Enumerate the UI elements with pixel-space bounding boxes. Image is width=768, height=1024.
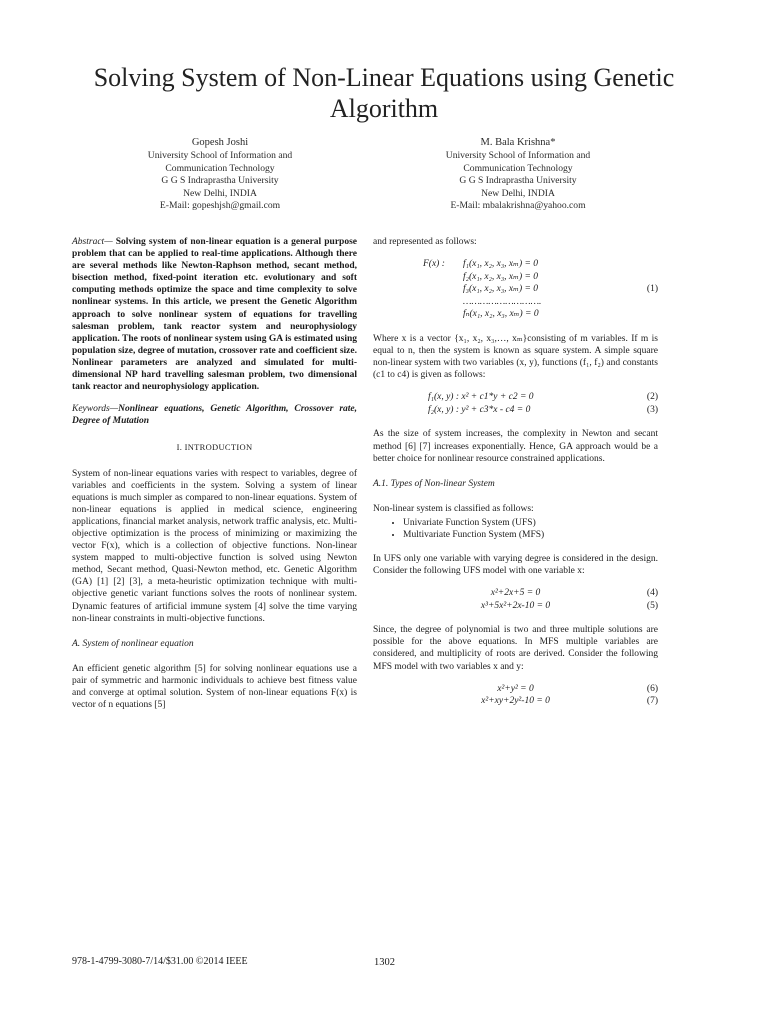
author-block-1 bbox=[95, 136, 345, 213]
right-column bbox=[373, 236, 658, 708]
author-name: M. Bala Krishna* bbox=[480, 137, 556, 148]
equation-number: (1) bbox=[646, 284, 658, 295]
left-column bbox=[72, 236, 357, 711]
author-affiliation: G G S Indraprastha University bbox=[459, 175, 577, 187]
body-paragraph: Non-linear system is classified as follows: bbox=[373, 503, 534, 514]
equation-text: f₁(x, y) : x² + c1*y + c2 = 0 bbox=[428, 392, 534, 403]
equation-system-1 bbox=[373, 258, 658, 321]
equation-text: f₂(x, y) : y² + c3*x - c4 = 0 bbox=[428, 404, 531, 415]
equation-2 bbox=[373, 391, 658, 404]
equation-4 bbox=[373, 587, 658, 600]
author-email: E-Mail: gopeshjsh@gmail.com bbox=[159, 200, 281, 212]
bullet-list bbox=[373, 517, 658, 541]
equation-3 bbox=[373, 404, 658, 417]
intro-paragraph: System of non-linear equations varies with respect to variables, degree of variables and coefficients in the system. Solving a system of linear equations is much simpler as compared to non-linear equations. System of non-linear equations is applied in medical science, engineering applications, financial market analysis, network traffic analysis, etc. Multi-objective optimization is the process of minimizing or maximizing the vector F(x), which is a collection of objective functions. Non-linear system mapped to multi-objective function is solved using Newton method, Secant method, Quasi-Newton method, etc. Genetic Algorithm (GA) [1] [2] [3], a meta-heuristic optimization technique with multi-objective genetic variant functions solves the roots of nonlinear system. Dynamic features of artificial immune system [4] solve the time varying non-linear constraints in multi-objective functions. bbox=[72, 468, 357, 624]
paper-title: Solving System of Non-Linear Equations using Genetic Algorithm bbox=[93, 63, 675, 123]
author-name: Gopesh Joshi bbox=[191, 137, 249, 148]
intro-paragraph: An efficient genetic algorithm [5] for solving nonlinear equations use a pair of symmetric and harmonic individuals to achieve best fitness value and converge at optimal solution. System of non-linear equations F(x) is vector of n equations [5] bbox=[72, 663, 357, 711]
body-paragraph: Where x is a vector {x₁, x₂, x₃,…, xₘ}consisting of m variables. If m is equal to n, then the system is known as square system. A simple square non-linear system with two variables (x, y), functions (f₁, f₂) and constants (c1 to c4) is given as follows: bbox=[373, 334, 658, 381]
equation-7 bbox=[373, 695, 658, 708]
equation-number: (6) bbox=[646, 683, 658, 694]
equation-row: fₙ(x₁, x₂, x₃, xₘ) = 0 bbox=[463, 309, 539, 320]
equation-row: f₂(x₁, x₂, x₃, xₘ) = 0 bbox=[463, 271, 539, 282]
equation-text: x²+y² = 0 bbox=[497, 683, 534, 694]
equation-text: x²+xy+2y²-10 = 0 bbox=[481, 696, 550, 707]
author-affiliation: New Delhi, INDIA bbox=[183, 187, 257, 199]
equation-text: x²+2x+5 = 0 bbox=[490, 588, 541, 599]
equation-number: (7) bbox=[646, 696, 658, 707]
equation-number: (3) bbox=[646, 404, 658, 415]
equation-5 bbox=[373, 600, 658, 613]
body-paragraph: Since, the degree of polynomial is two and three multiple solutions are possible for the above equations. In MFS multiple variables are considered, and multiplicity of roots are derived. Consider the following MFS model with two variables x and y: bbox=[373, 625, 658, 672]
author-block-2 bbox=[393, 136, 643, 213]
equation-row: ………………………. bbox=[463, 296, 542, 307]
equation-lhs: F(x) : bbox=[423, 259, 445, 270]
section-heading-introduction: I. INTRODUCTION bbox=[176, 442, 253, 453]
list-item: • Multivariate Function System (MFS) bbox=[403, 529, 658, 541]
subsection-heading: A. System of nonlinear equation bbox=[72, 638, 194, 649]
list-item: • Univariate Function System (UFS) bbox=[403, 517, 658, 529]
author-affiliation: New Delhi, INDIA bbox=[481, 187, 555, 199]
author-affiliation: University School of Information and bbox=[445, 150, 591, 161]
author-affiliation: G G S Indraprastha University bbox=[161, 175, 279, 187]
keywords-text: Nonlinear equations, Genetic Algorithm, Crossover rate, Degree of Mutation bbox=[72, 404, 357, 427]
body-paragraph: and represented as follows: bbox=[373, 237, 477, 247]
author-affiliation: Communication Technology bbox=[463, 162, 573, 174]
keywords bbox=[72, 403, 357, 427]
equation-number: (2) bbox=[646, 392, 658, 403]
author-affiliation: Communication Technology bbox=[165, 162, 275, 174]
author-affiliation: University School of Information and bbox=[147, 150, 293, 161]
keywords-label: Keywords— bbox=[72, 404, 119, 415]
subsection-heading: A.1. Types of Non-linear System bbox=[373, 478, 495, 489]
equation-number: (5) bbox=[646, 600, 658, 611]
equation-6 bbox=[373, 683, 658, 696]
body-paragraph: As the size of system increases, the complexity in Newton and secant method [6] [7] increases exponentially. Hence, GA approach would be a better choice for nonlinear resource constrained applications. bbox=[373, 429, 658, 464]
author-email: E-Mail: mbalakrishna@yahoo.com bbox=[450, 200, 586, 212]
abstract bbox=[72, 236, 357, 393]
equation-number: (4) bbox=[646, 588, 658, 599]
equation-row: f₁(x₁, x₂, x₃, xₘ) = 0 bbox=[463, 259, 539, 270]
equation-row: f₃(x₁, x₂, x₃, xₘ) = 0 bbox=[463, 284, 539, 295]
page-number: 1302 bbox=[374, 957, 395, 968]
footer-isbn: 978-1-4799-3080-7/14/$31.00 ©2014 IEEE bbox=[72, 956, 248, 967]
abstract-text: Solving system of non-linear equation is a general purpose problem that can be applied to real-time applications. Although there are several methods like Newton-Raphson method, secant method, bisection method, fixed-point iteration etc. evolutionary and soft computing methods optimize the space and time complexity to solve nonlinear systems. In this article, we present the Genetic Algorithm approach to solve nonlinear system of equations for travelling salesman problem, tank reactor system and neurophysiology application. The roots of nonlinear system using GA is estimated using population size, degree of mutation, crossover rate and coefficient size. Nonlinear parameters are analyzed and simulated for multi-dimensional NP hard travelling salesman problem, two dimensional tank reactor and neurophysiology application. bbox=[72, 237, 357, 393]
equation-text: x³+5x²+2x-10 = 0 bbox=[480, 600, 551, 611]
body-paragraph: In UFS only one variable with varying degree is considered in the design. Consider the following UFS model with one variable x: bbox=[373, 554, 658, 577]
abstract-label: Abstract— bbox=[72, 237, 113, 247]
